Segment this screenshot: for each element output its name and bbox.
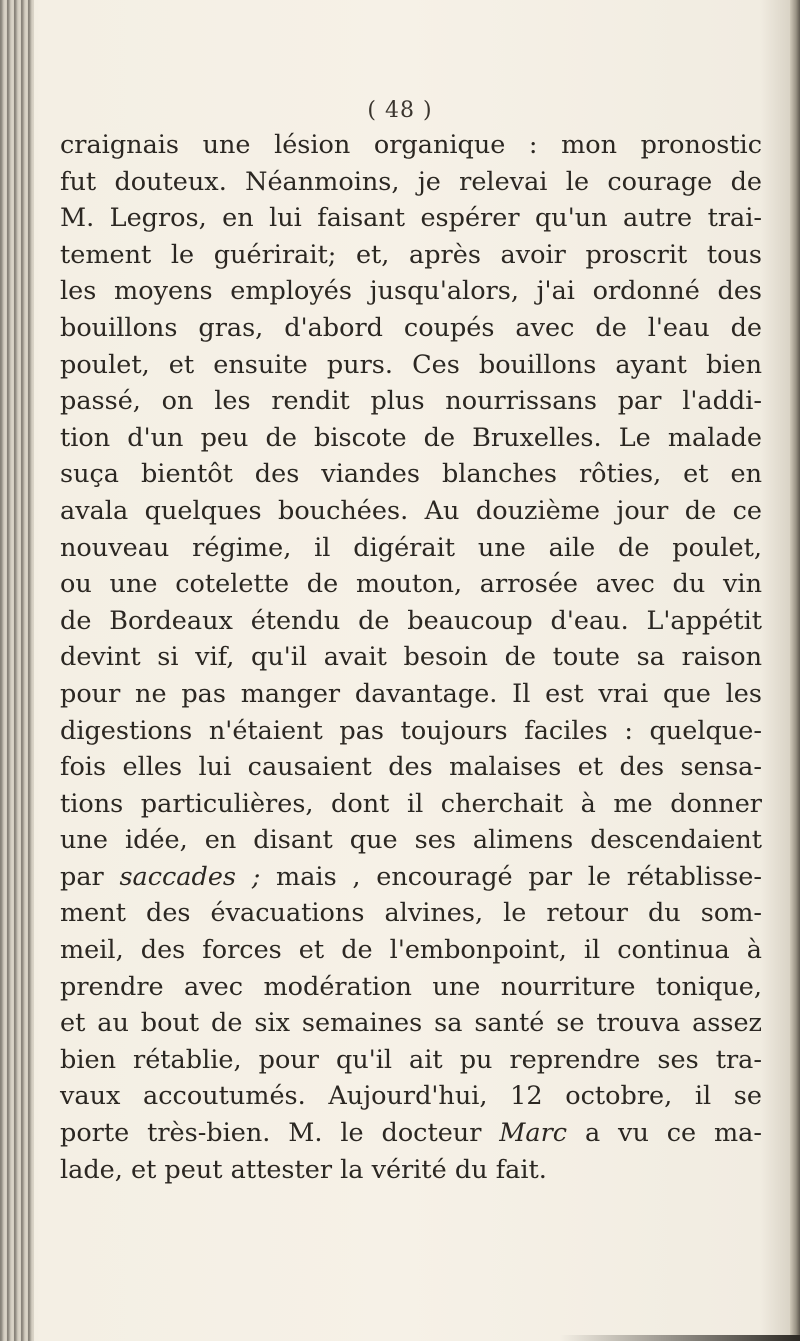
text-line: craignais une lésion organique : mon pronostic [60, 130, 762, 160]
page-edge [790, 0, 800, 1341]
text-line: tion d'un peu de biscote de Bruxelles. Le malade [60, 422, 762, 453]
text-line: suça bientôt des viandes blanches rôties, et en [60, 459, 762, 490]
text-line: bien rétablie, pour qu'il ait pu reprendre ses tra- [60, 1044, 762, 1075]
text-line: tions particulières, dont il cherchait à me donner [60, 788, 762, 819]
line-text-after: mais , encouragé par le rétablisse- [260, 861, 762, 892]
text-line: et au bout de six semaines sa santé se trouva assez [60, 1008, 762, 1039]
italic-phrase: saccades ; [119, 861, 261, 892]
text-line: prendre avec modération une nourriture tonique, [60, 971, 762, 1002]
text-line: nouveau régime, il digérait une aile de poulet, [60, 532, 762, 563]
text-line: passé, on les rendit plus nourrissans par l'addi- [60, 386, 762, 417]
body-text [60, 127, 762, 1188]
italic-name: Marc [499, 1118, 568, 1149]
binding-gutter [0, 0, 34, 1341]
text-line: meil, des forces et de l'embonpoint, il continua à [60, 935, 762, 966]
line-text-before: par [60, 861, 120, 892]
text-line-with-italic [60, 1115, 762, 1152]
line-text-after: a vu ce ma- [567, 1118, 763, 1149]
line-text-before: porte très-bien. M. le docteur [60, 1118, 500, 1149]
text-line: fut douteux. Néanmoins, je relevai le courage de [60, 166, 762, 197]
text-line: de Bordeaux étendu de beaucoup d'eau. L'appétit [60, 605, 762, 636]
text-line: devint si vif, qu'il avait besoin de toute sa raison [60, 642, 762, 673]
text-line: ou une cotelette de mouton, arrosée avec du vin [60, 569, 762, 600]
text-line-with-italic [60, 859, 762, 896]
text-line: bouillons gras, d'abord coupés avec de l'eau de [60, 312, 762, 343]
text-line: avala quelques bouchées. Au douzième jour de ce [60, 495, 762, 526]
text-line: poulet, et ensuite purs. Ces bouillons ayant bien [60, 349, 762, 380]
text-line: les moyens employés jusqu'alors, j'ai ordonné des [60, 276, 762, 307]
text-line-last: lade, et peut attester la vérité du fait. [60, 1154, 547, 1185]
text-line: fois elles lui causaient des malaises et des sensa- [60, 752, 762, 783]
text-line: digestions n'étaient pas toujours faciles : quelque- [60, 715, 762, 746]
text-line: une idée, en disant que ses alimens descendaient [60, 825, 762, 856]
text-line: M. Legros, en lui faisant espérer qu'un autre trai- [60, 203, 762, 234]
page-bottom-shadow [560, 1335, 800, 1341]
text-line: ment des évacuations alvines, le retour du som- [60, 898, 762, 929]
page-number: ( 48 ) [367, 98, 433, 123]
text-line: vaux accoutumés. Aujourd'hui, 12 octobre, il se [60, 1081, 762, 1112]
text-line: tement le guérirait; et, après avoir proscrit tous [60, 239, 762, 270]
text-line: pour ne pas manger davantage. Il est vrai que les [60, 678, 762, 709]
